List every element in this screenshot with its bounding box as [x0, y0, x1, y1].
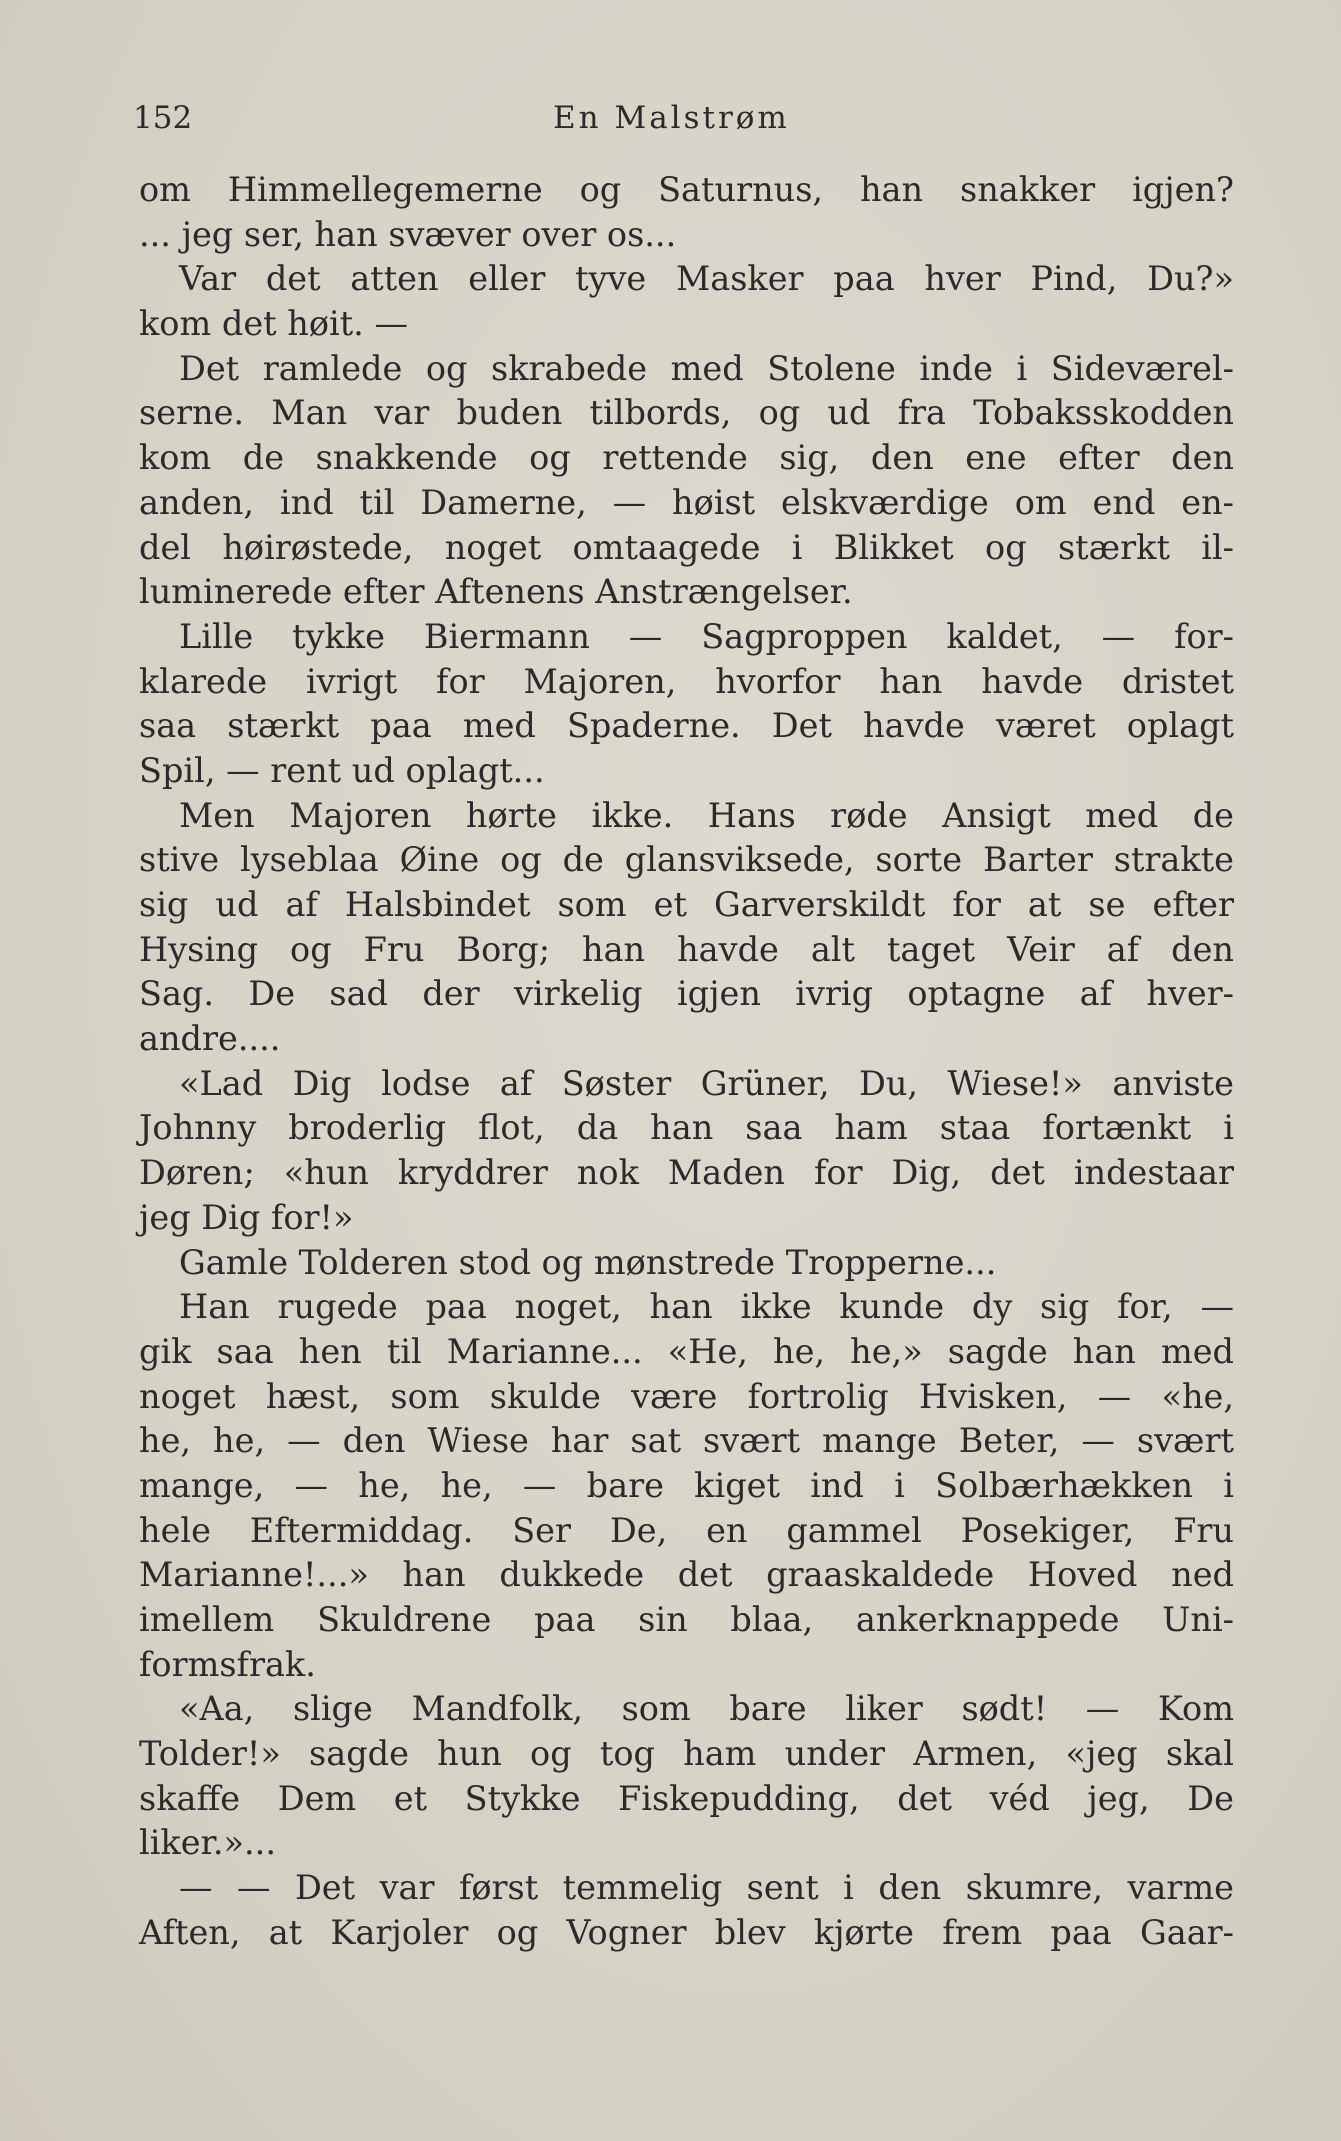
body-text: [139, 168, 1234, 1956]
text-line: he, he, — den Wiese har sat svært mange Beter, — svært: [139, 1421, 1234, 1461]
page-header: [133, 96, 1233, 140]
text-line: Lille tykke Biermann — Sagproppen kaldet, — for-: [179, 616, 1234, 656]
running-title: En Malstrøm: [553, 100, 790, 136]
text-line: noget hæst, som skulde være fortrolig Hvisken, — «he,: [139, 1376, 1234, 1416]
text-line: sig ud af Halsbindet som et Garverskildt for at se efter: [139, 885, 1234, 924]
text-line: andre....: [139, 1019, 281, 1059]
text-line: mange, — he, he, — bare kiget ind i Solbærhækken i: [139, 1465, 1234, 1505]
text-line: «Aa, slige Mandfolk, som bare liker sødt! — Kom: [179, 1689, 1234, 1729]
text-line: imellem Skuldrene paa sin blaa, ankerknappede Uni-: [139, 1600, 1234, 1639]
text-line: anden, ind til Damerne, — høist elskværdige om end en-: [139, 482, 1234, 522]
text-line: del høirøstede, noget omtaagede i Blikket og stærkt il-: [139, 527, 1234, 567]
text-line: Men Majoren hørte ikke. Hans røde Ansigt med de: [179, 795, 1234, 835]
text-line: Sag. De sad der virkelig igjen ivrig optagne af hver-: [139, 974, 1234, 1014]
text-line: stive lyseblaa Øine og de glansviksede, sorte Barter strakte: [139, 840, 1234, 880]
text-line: Johnny broderlig flot, da han saa ham staa fortænkt i: [139, 1108, 1234, 1148]
text-line: ... jeg ser, han svæver over os...: [139, 214, 677, 254]
text-line: serne. Man var buden tilbords, og ud fra Tobaksskodden: [139, 393, 1234, 433]
text-line: Spil, — rent ud oplagt...: [139, 750, 545, 790]
text-line: Aften, at Karjoler og Vogner blev kjørte frem paa Gaar-: [139, 1912, 1234, 1952]
text-line: Hysing og Fru Borg; han havde alt taget Veir af den: [139, 929, 1234, 969]
text-line: klarede ivrigt for Majoren, hvorfor han havde dristet: [139, 661, 1234, 701]
text-line: jeg Dig for!»: [139, 1197, 354, 1237]
text-line: formsfrak.: [139, 1644, 316, 1684]
text-line: — — Det var først temmelig sent i den skumre, varme: [179, 1868, 1234, 1908]
text-line: luminerede efter Aftenens Anstrængelser.: [139, 572, 853, 612]
text-line: Det ramlede og skrabede med Stolene inde i Sideværel-: [179, 348, 1234, 388]
text-line: Marianne!...» han dukkede det graaskaldede Hoved ned: [139, 1555, 1234, 1595]
text-line: Døren; «hun kryddrer nok Maden for Dig, det indestaar: [139, 1153, 1234, 1193]
text-line: skaffe Dem et Stykke Fiskepudding, det véd jeg, De: [139, 1778, 1234, 1818]
text-line: om Himmellegemerne og Saturnus, han snakker igjen?: [139, 170, 1234, 209]
text-line: saa stærkt paa med Spaderne. Det havde været oplagt: [139, 706, 1234, 746]
text-line: hele Eftermiddag. Ser De, en gammel Posekiger, Fru: [139, 1510, 1234, 1550]
page-number: 152: [133, 100, 193, 136]
text-line: Var det atten eller tyve Masker paa hver Pind, Du?»: [179, 259, 1234, 299]
text-line: kom det høit. —: [139, 304, 408, 344]
text-line: Han rugede paa noget, han ikke kunde dy sig for, —: [179, 1287, 1234, 1327]
text-line: Tolder!» sagde hun og tog ham under Armen, «jeg skal: [139, 1734, 1234, 1774]
text-line: liker.»...: [139, 1823, 276, 1863]
text-line: «Lad Dig lodse af Søster Grüner, Du, Wiese!» anviste: [179, 1063, 1234, 1103]
text-line: Gamle Tolderen stod og mønstrede Tropperne...: [179, 1242, 997, 1282]
text-line: kom de snakkende og rettende sig, den ene efter den: [139, 438, 1234, 478]
text-line: gik saa hen til Marianne... «He, he, he,» sagde han med: [139, 1331, 1234, 1371]
